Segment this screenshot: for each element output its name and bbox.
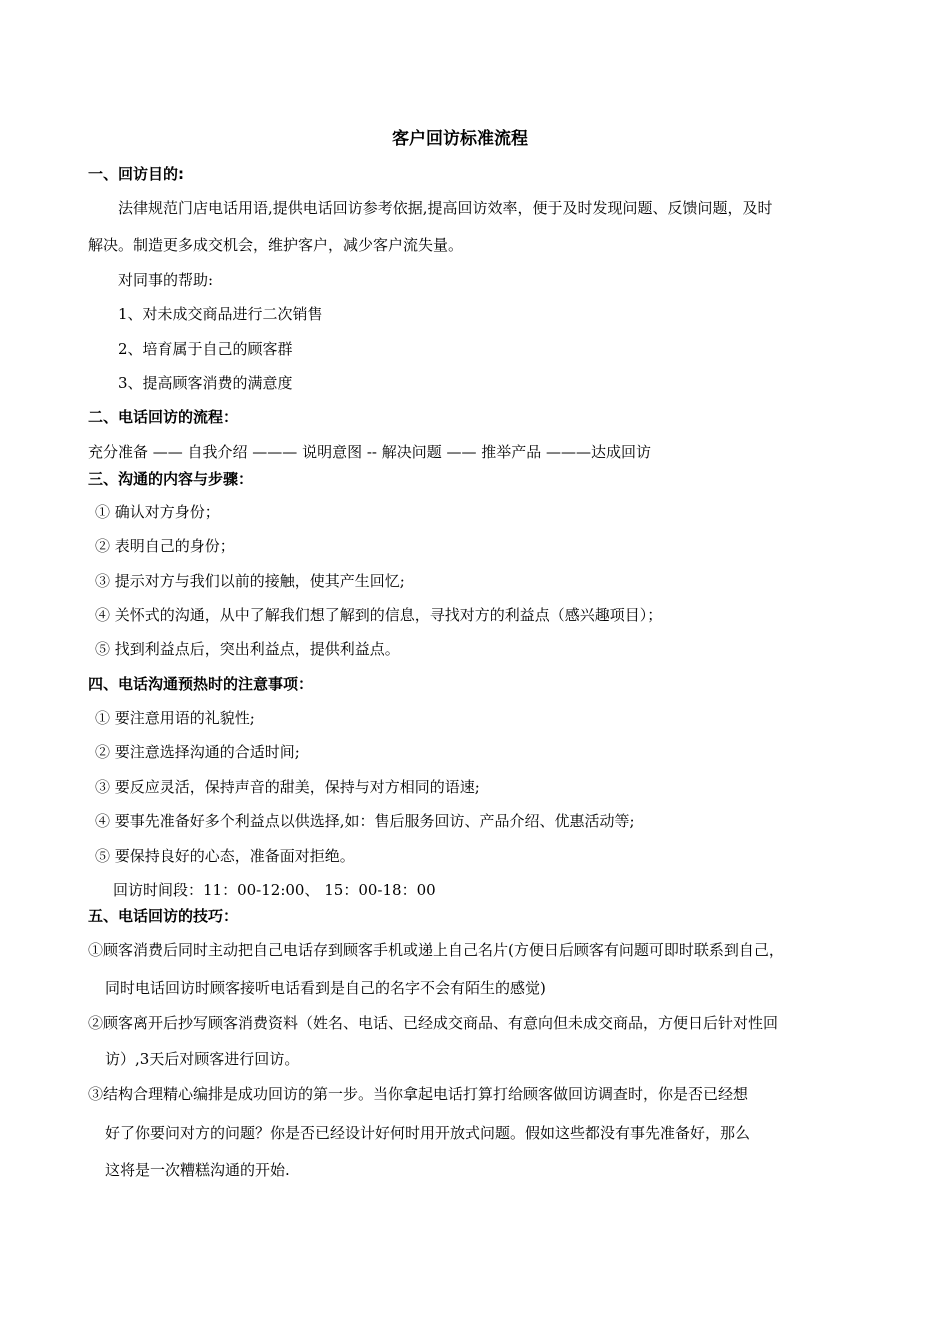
section-1-paragraph-line-1: 法律规范门店电话用语,提供电话回访参考依据,提高回访效率，便于及时发现问题、反馈问题，及时 <box>118 199 773 217</box>
document-title: 客户回访标准流程 <box>392 129 528 149</box>
section-2-heading: 二、电话回访的流程： <box>88 408 239 426</box>
section-3-item: ④ 关怀式的沟通，从中了解我们想了解到的信息，寻找对方的利益点（感兴趣项目）； <box>95 606 663 624</box>
section-5-tip-2-line-1: ②顾客离开后抄写顾客消费资料（姓名、电话、已经成交商品、有意向但未成交商品，方便日后针对性回 <box>88 1014 779 1032</box>
section-5-tip-3-line-1: ③结构合理精心编排是成功回访的第一步。当你拿起电话打算打给顾客做回访调查时，你是否已经想 <box>88 1085 749 1103</box>
section-4-item: ② 要注意选择沟通的合适时间; <box>95 743 300 761</box>
section-1-paragraph-line-2: 解决。制造更多成交机会，维护客户，减少客户流失量。 <box>88 236 464 254</box>
section-1-help-item: 2、培育属于自己的顾客群 <box>118 340 293 358</box>
section-1-help-item: 1、对未成交商品进行二次销售 <box>118 305 323 323</box>
section-1-help-label: 对同事的帮助: <box>118 271 214 289</box>
section-5-tip-1-line-1: ①顾客消费后同时主动把自己电话存到顾客手机或递上自己名片(方便日后顾客有问题可即时联系到自己， <box>88 941 784 959</box>
section-5-tip-1-line-2: 同时电话回访时顾客接听电话看到是自己的名字不会有陌生的感觉) <box>105 979 546 997</box>
section-3-item: ③ 提示对方与我们以前的接触，使其产生回忆; <box>95 572 405 590</box>
section-4-item: ① 要注意用语的礼貌性; <box>95 709 255 727</box>
section-1-help-item: 3、提高顾客消费的满意度 <box>118 374 293 392</box>
section-3-item: ① 确认对方身份； <box>95 503 220 521</box>
section-3-item: ② 表明自己的身份； <box>95 537 235 555</box>
section-2-flow: 充分准备 —— 自我介绍 ——— 说明意图 -- 解决问题 —— 推举产品 ———达成回访 <box>88 443 652 461</box>
section-4-heading: 四、电话沟通预热时的注意事项： <box>88 675 314 693</box>
section-4-item: ④ 要事先准备好多个利益点以供选择,如：售后服务回访、产品介绍、优惠活动等; <box>95 812 635 830</box>
section-3-heading: 三、沟通的内容与步骤： <box>88 470 254 488</box>
section-5-tip-3-line-2: 好了你要问对方的问题？你是否已经设计好何时用开放式问题。假如这些都没有事先准备好，那么 <box>105 1124 751 1142</box>
section-5-tip-3-line-3: 这将是一次糟糕沟通的开始. <box>105 1161 290 1179</box>
section-5-heading: 五、电话回访的技巧： <box>88 907 239 925</box>
section-3-item: ⑤ 找到利益点后，突出利益点，提供利益点。 <box>95 640 400 658</box>
section-4-item: ③ 要反应灵活，保持声音的甜美，保持与对方相同的语速; <box>95 778 480 796</box>
section-4-time-note: 回访时间段：11：00-12:00、 15：00-18：00 <box>113 881 436 899</box>
section-5-tip-2-line-2: 访）,3天后对顾客进行回访。 <box>105 1050 300 1068</box>
section-4-item: ⑤ 要保持良好的心态，准备面对拒绝。 <box>95 847 355 865</box>
section-1-heading: 一、回访目的: <box>88 165 184 183</box>
